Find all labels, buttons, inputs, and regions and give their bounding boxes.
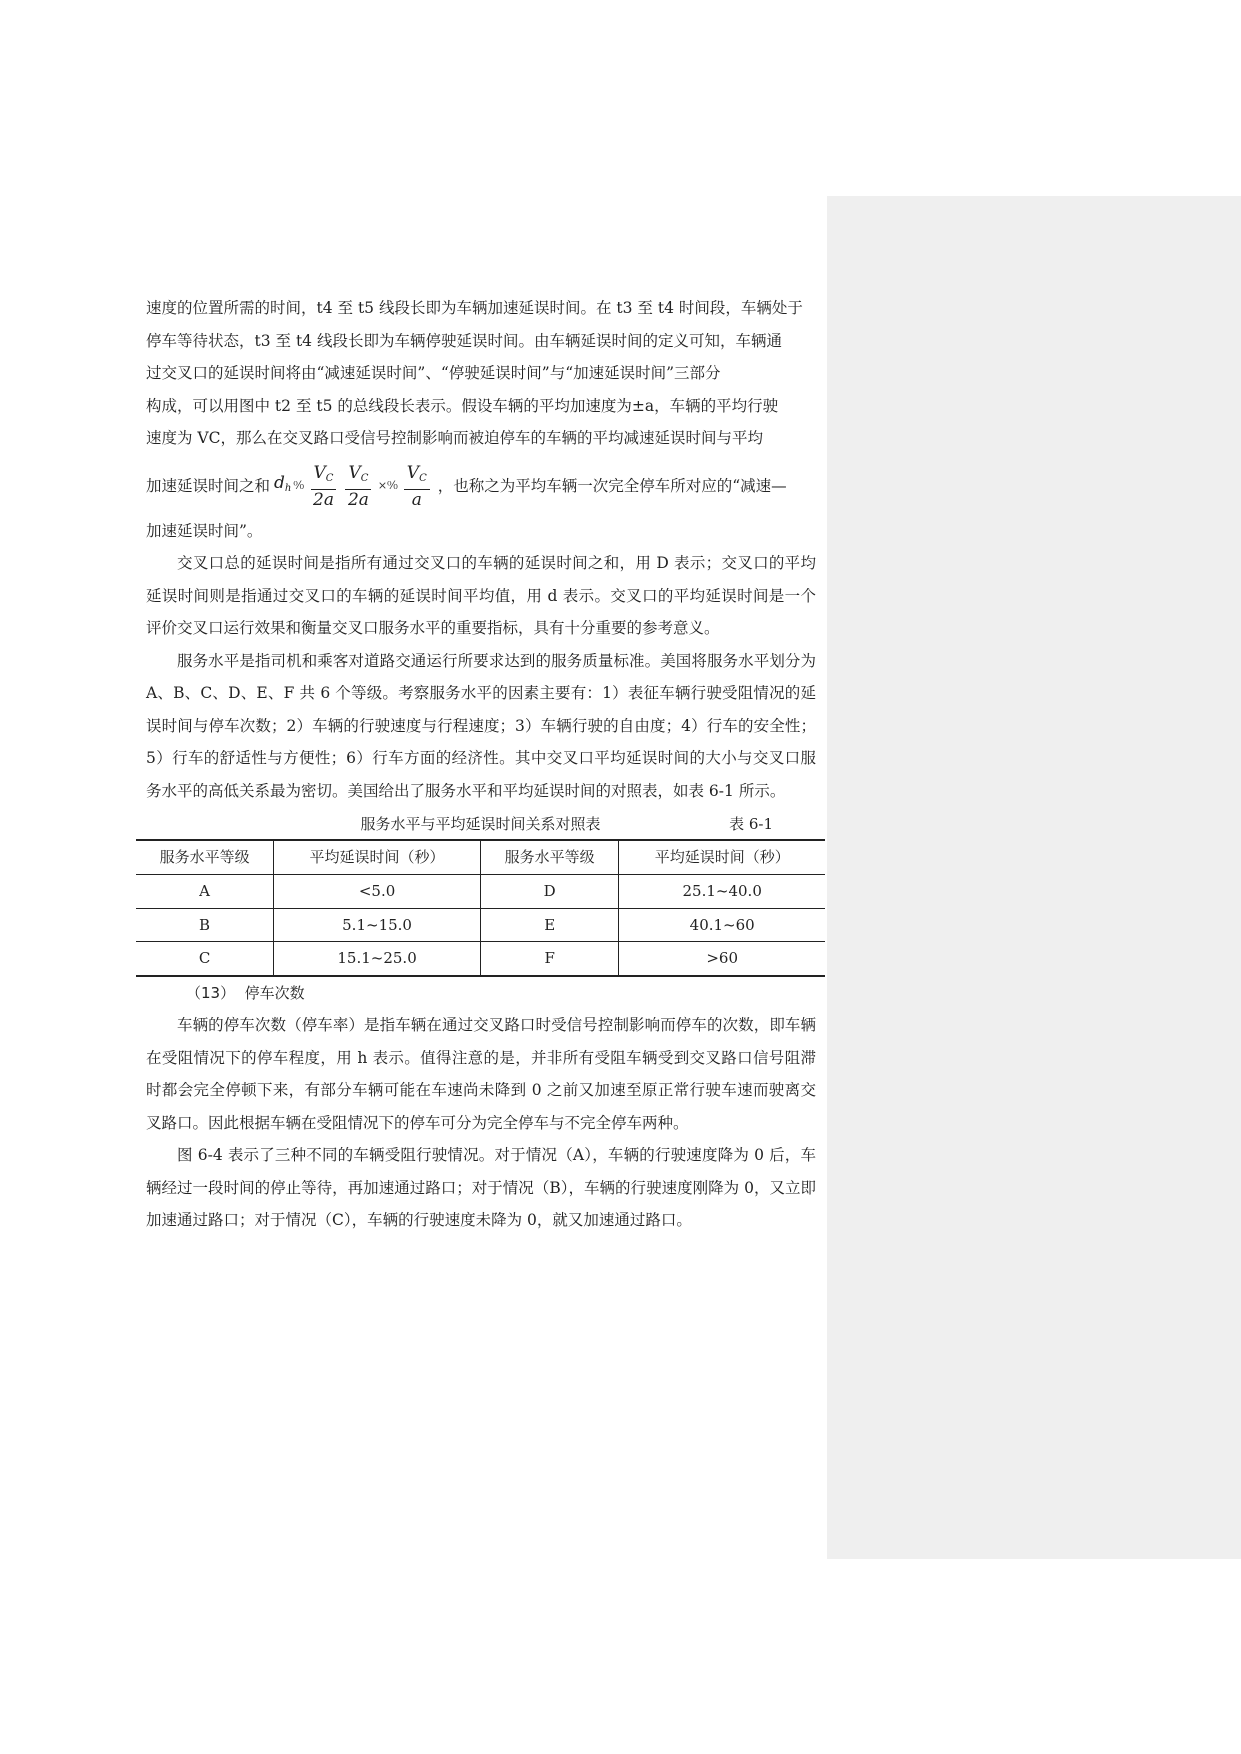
table-caption bbox=[136, 809, 825, 839]
paragraph-total-delay: 交叉口总的延误时间是指所有通过交叉口的车辆的延误时间之和，用 D 表示；交叉口的平均延误时间则是指通过交叉口的车辆的延误时间平均值，用 d 表示。交叉口的平均延误时间是一个评价交叉口运行效果和衡量交叉口服务水平的重要指标，具有十分重要的参考意义。 bbox=[146, 554, 816, 637]
service-level-table-block bbox=[136, 809, 825, 977]
formula-fraction: $\frac{V_C}{2a}$ bbox=[310, 463, 337, 510]
table-row bbox=[136, 875, 825, 909]
paragraph-stop-count: 车辆的停车次数（停车率）是指车辆在通过交叉路口时受信号控制影响而停车的次数，即车辆在受阻情况下的停车程度，用 h 表示。值得注意的是，并非所有受阻车辆受到交叉路口信号阻滞时都会完全停顿下来，有部分车辆可能在车速尚未降到 0 之前又加速至原正常行驶车速而驶离交叉路口。因此根据车辆在受阻情况下的停车可分为完全停车与不完全停车两种。 bbox=[146, 1016, 816, 1132]
formula-fraction: $\frac{V_C}{a}$ bbox=[404, 463, 430, 510]
formula-lhs: $d_h$ bbox=[274, 473, 292, 495]
table-cell: 40.1~60 bbox=[619, 908, 825, 942]
table-title: 服务水平与平均延误时间关系对照表 bbox=[360, 815, 601, 833]
table-header-cell: 平均延误时间（秒） bbox=[619, 840, 825, 875]
formula-trail-text: ，也称之为平均车辆一次完全停车所对应的“减速— bbox=[437, 477, 787, 496]
paragraph-line: 速度为 VC，那么在交叉路口受信号控制影响而被迫停车的车辆的平均减速延误时间与平均 bbox=[146, 429, 763, 447]
table-cell: E bbox=[480, 908, 618, 942]
formula-garbled-symbol: ⁰⁄₀ bbox=[293, 479, 305, 493]
delay-formula bbox=[274, 463, 434, 510]
table-header-cell: 服务水平等级 bbox=[480, 840, 618, 875]
table-cell: D bbox=[480, 875, 618, 909]
formula-fraction: $\frac{V_C}{2a}$ bbox=[345, 463, 372, 510]
section-heading bbox=[146, 977, 816, 1010]
table-cell: >60 bbox=[619, 942, 825, 976]
formula-garbled-symbol: ×⁰⁄₀ bbox=[377, 479, 398, 493]
paragraph-line: 停车等待状态，t3 至 t4 线段长即为车辆停驶延误时间。由车辆延误时间的定义可知，车辆通 bbox=[146, 331, 782, 350]
table-row bbox=[136, 942, 825, 976]
table-cell: <5.0 bbox=[274, 875, 481, 909]
table-cell: F bbox=[480, 942, 618, 976]
table-cell: A bbox=[136, 875, 274, 909]
table-cell: 15.1~25.0 bbox=[274, 942, 481, 976]
table-cell: C bbox=[136, 942, 274, 976]
table-cell: 25.1~40.0 bbox=[619, 875, 825, 909]
comment-margin-panel bbox=[827, 196, 1241, 1559]
section-title: 停车次数 bbox=[244, 983, 305, 1002]
section-number: （13） bbox=[186, 983, 236, 1002]
paragraph-figure-6-4: 图 6-4 表示了三种不同的车辆受阻行驶情况。对于情况（A），车辆的行驶速度降为 0 后，车辆经过一段时间的停止等待，再加速通过路口；对于情况（B），车辆的行驶速度刚降为 0，又立即加速通过路口；对于情况（C），车辆的行驶速度未降为 0，就又加速通过路口。 bbox=[146, 1146, 816, 1229]
paragraph-line: 构成，可以用图中 t2 至 t5 的总线段长表示。假设车辆的平均加速度为±a，车辆的平均行驶 bbox=[146, 396, 779, 415]
paragraph-line: 过交叉口的延误时间将由“减速延误时间”、“停驶延误时间”与“加速延误时间”三部分 bbox=[146, 364, 721, 382]
table-header-row bbox=[136, 840, 825, 875]
table-row bbox=[136, 908, 825, 942]
table-cell: B bbox=[136, 908, 274, 942]
table-number: 表 6-1 bbox=[729, 815, 773, 833]
paragraph-service-level: 服务水平是指司机和乘客对道路交通运行所要求达到的服务质量标准。美国将服务水平划分为 A、B、C、D、E、F 共 6 个等级。考察服务水平的因素主要有：1）表征车辆行驶受阻情况的延误时间与停车次数；2）车辆的行驶速度与行程速度；3）车辆行驶的自由度；4）行车的安全性；5）行车的舒适性与方便性；6）行车方面的经济性。其中交叉口平均延误时间的大小与交叉口服务水平的高低关系最为密切。美国给出了服务水平和平均延误时间的对照表，如表 6-1 所示。 bbox=[146, 651, 816, 800]
table-header-cell: 服务水平等级 bbox=[136, 840, 274, 875]
paragraph-line: 加速延误时间”。 bbox=[146, 521, 263, 540]
table-cell: 5.1~15.0 bbox=[274, 908, 481, 942]
formula-lead-text: 加速延误时间之和 bbox=[146, 477, 271, 496]
table-header-cell: 平均延误时间（秒） bbox=[274, 840, 481, 875]
page-body bbox=[146, 292, 816, 1237]
formula-line bbox=[146, 459, 816, 515]
paragraph-line: 速度的位置所需的时间，t4 至 t5 线段长即为车辆加速延误时间。在 t3 至 t4 时间段，车辆处于 bbox=[146, 299, 803, 317]
service-level-table bbox=[136, 839, 825, 977]
